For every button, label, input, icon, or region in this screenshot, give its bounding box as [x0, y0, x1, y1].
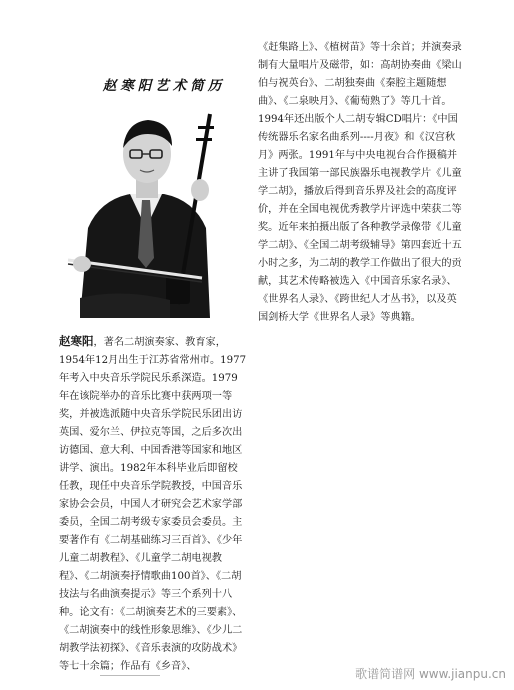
- footer-rule: [100, 675, 160, 676]
- watermark-text: 歌谱简谱网 www.jianpu.cn: [355, 667, 506, 681]
- portrait-image: [60, 108, 236, 318]
- artist-name: 赵寒阳: [59, 334, 94, 348]
- bio-text-part-1: ，著名二胡演奏家、教育家，1954年12月出生于江苏省常州市。1977年考入中央音乐学院民乐系深造。1979年在该院举办的音乐比赛中获两项一等奖，并被选派随中央音乐学院民乐团出访英国、爱尔兰、伊拉克等国，之后多次出访德国、意大利、中国香港等国家和地区讲学、演出。1982年本科毕业后即留校任教，现任中央音乐学院教授，中国音乐家协会会员，中国人才研究会艺术家学部委员，全国二胡考级专家委员会委员。主要著作有《二胡基础练习三百首》、《少年儿童二胡教程》、《儿童学二胡电视教程》、《二胡演奏抒情歌曲100首》、《二胡技法与名曲演奏提示》等三个系列十八种。论文有：《二胡演奏艺术的三要素》、《二胡演奏中的线性形象思维》、《少儿二胡教学法初探》、《音乐表演的攻防战术》等七十余篇；作品有《乡音》、: [59, 337, 247, 672]
- page-title: 赵寒阳艺术简历: [102, 78, 226, 94]
- right-text-column: [258, 39, 463, 327]
- bio-text-part-2: 《赶集路上》、《植树苗》等十余首；并演奏录制有大量唱片及磁带，如：高胡协奏曲《梁山伯与祝英台》、二胡独奏曲《秦腔主题随想曲》、《二泉映月》、《葡萄熟了》等几十首。1994年还出版个人二胡专辑CD唱片：《中国传统器乐名家名曲系列----月夜》和《汉宫秋月》两张。1991年与中央电视台合作摄稿并主讲了我国第一部民族器乐电视教学片《儿童学二胡》，播放后得到音乐界及社会的高度评价，并在全国电视优秀教学片评选中荣获二等奖。近年来拍摄出版了各种教学录像带《儿童学二胡》、《全国二胡考级辅导》第四套近十五小时之多，为二胡的教学工作做出了很大的贡献，其艺术传略被选入《中国音乐家名录》、《世界名人录》、《跨世纪人才丛书》，以及英国剑桥大学《世界名人录》等典籍。: [258, 42, 462, 323]
- left-text-column: [59, 332, 247, 676]
- bio-paragraph: [59, 332, 247, 676]
- portrait-photo: [60, 108, 236, 318]
